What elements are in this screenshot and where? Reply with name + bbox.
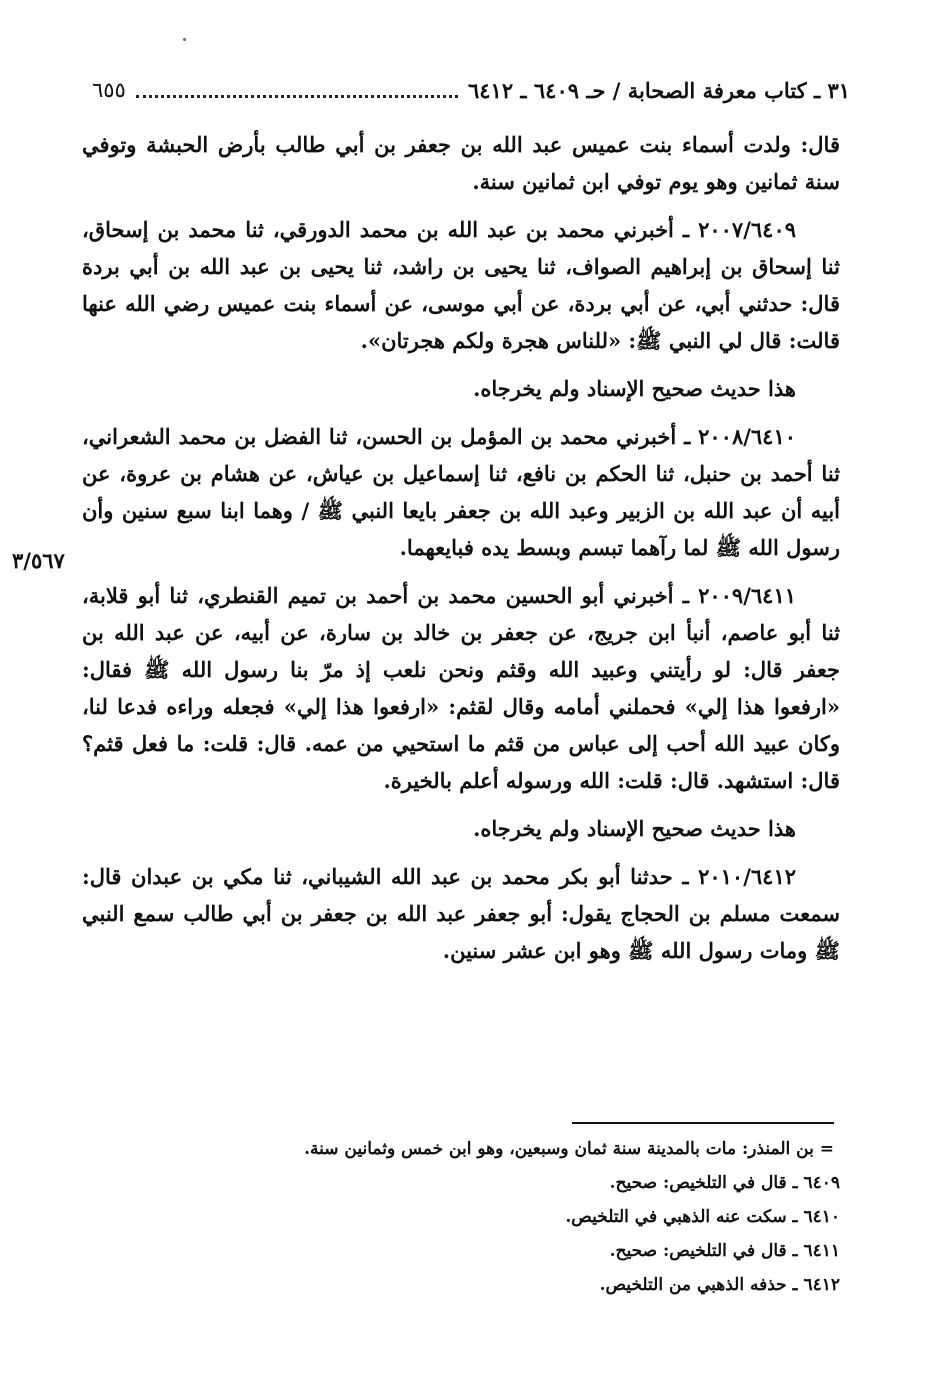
hadith-text: أخبرني أبو الحسين محمد بن أحمد بن تميم القنطري، ثنا أبو قلابة، ثنا أبو عاصم، أنبأ ابن جريج، عن جعفر بن خالد بن سارة، عن أبيه، عن عبد الله بن جعفر قال: لو رأيتني وعبيد الله وقثم ونحن نلعب إذ مرّ بنا رسول الله ﷺ فقال: «ارفعوا هذا إلي» فحملني أمامه وقال لقثم: «ارفعوا هذا إلي» فجعله وراءه فدعا لنا، وكان عبيد الله أحب إلى عباس من قثم ما استحيي من عمه. قال: قلت: ما فعل قثم؟ قال: استشهد. قال: قلت: الله ورسوله أعلم بالخيرة. (82, 583, 840, 793)
hadith-number: ٢٠٠٧/٦٤٠٩ ـ (682, 217, 796, 242)
paragraph-text: قال: ولدت أسماء بنت عميس عبد الله بن جعفر بن أبي طالب بأرض الحبشة وتوفي سنة ثمانين وهو يوم توفي ابن ثمانين سنة. (82, 132, 840, 194)
hadith-6409 (82, 211, 840, 359)
footnote-6410: ٦٤١٠ ـ سكت عنه الذهبي في التلخيص. (565, 1207, 840, 1227)
hadith-number: ٢٠٠٩/٦٤١١ ـ (682, 583, 796, 608)
hadith-6411 (82, 577, 840, 799)
leader-dots (136, 95, 458, 98)
hadith-6412 (82, 858, 840, 969)
running-title: ٣١ ـ كتاب معرفة الصحابة / حـ ٦٤٠٩ ـ ٦٤١٢ (468, 77, 850, 103)
hadith-number: ٢٠١٠/٦٤١٢ ـ (682, 864, 796, 889)
footnote-6411: ٦٤١١ ـ قال في التلخيص: صحيح. (609, 1241, 840, 1261)
hadith-number: ٢٠٠٨/٦٤١٠ ـ (684, 424, 797, 449)
main-text (82, 126, 840, 980)
hadith-6410 (82, 418, 840, 566)
hadith-text: أخبرني محمد بن عبد الله بن محمد الدورقي، ثنا محمد بن إسحاق، ثنا إسحاق بن إبراهيم الصواف، ثنا يحيى بن راشد، ثنا يحيى بن عبد الله بن أبي بردة قال: حدثني أبي، عن أبي بردة، عن أبي موسى، عن أسماء بنت عميس رضي الله عنها قالت: قال لي النبي ﷺ: «للناس هجرة ولكم هجرتان». (82, 217, 840, 353)
speck-mark (183, 38, 186, 41)
footnotes (82, 1132, 840, 1302)
hadith-text: حدثنا أبو بكر محمد بن عبد الله الشيباني، ثنا مكي بن عبدان قال: سمعت مسلم بن الحجاج يقول: أبو جعفر عبد الله بن جعفر بن أبي طالب سمع النبي ﷺ ومات رسول الله ﷺ وهو ابن عشر سنين. (82, 864, 840, 963)
margin-reference: ٣/٥٦٧ (12, 548, 65, 573)
verdict-6411: هذا حديث صحيح الإسناد ولم يخرجاه. (473, 816, 796, 841)
footnote-6412: ٦٤١٢ ـ حذفه الذهبي من التلخيص. (599, 1275, 840, 1295)
paragraph-continuation (82, 126, 840, 200)
hadith-text: أخبرني محمد بن المؤمل بن الحسن، ثنا الفضل بن محمد الشعراني، ثنا أحمد بن حنبل، ثنا الحكم بن نافع، ثنا إسماعيل بن عياش، عن هشام بن عروة، عن أبيه أن عبد الله بن الزبير وعبد الله بن جعفر بايعا النبي ﷺ / وهما ابنا سبع سنين وأن رسول الله ﷺ لما رآهما تبسم وبسط يده فبايعهما. (82, 424, 840, 560)
page-number: ٦٥٥ (92, 78, 126, 102)
page-header (92, 72, 850, 108)
footnote-separator (572, 1122, 834, 1124)
footnote-6409: ٦٤٠٩ ـ قال في التلخيص: صحيح. (609, 1173, 840, 1193)
verdict-6409: هذا حديث صحيح الإسناد ولم يخرجاه. (473, 376, 796, 401)
footnote-continuation: = بن المنذر: مات بالمدينة سنة ثمان وسبعين، وهو ابن خمس وثمانين سنة. (304, 1139, 834, 1159)
